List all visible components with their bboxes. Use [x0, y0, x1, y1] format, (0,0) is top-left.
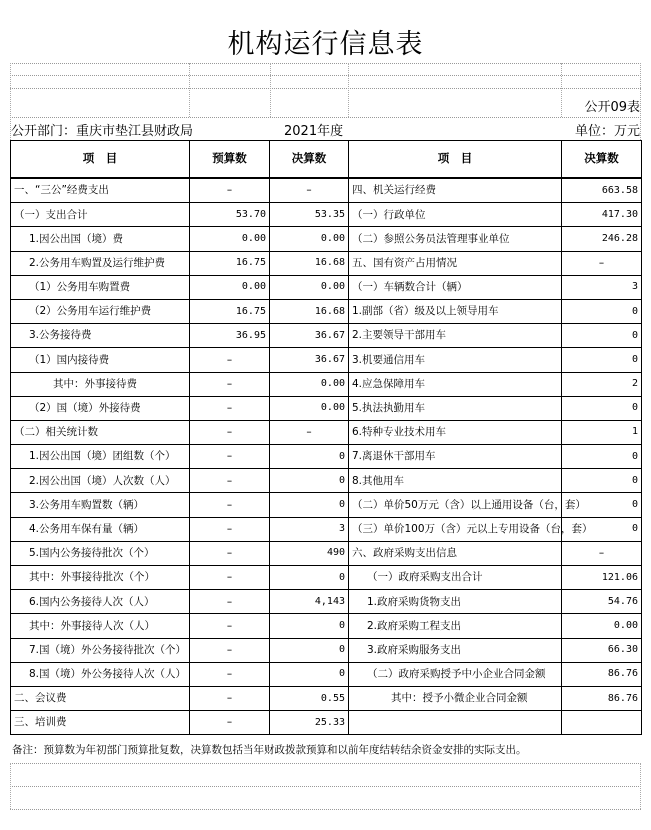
right-item: 六、政府采购支出信息 — [349, 541, 562, 565]
left-item: 3.公务用车购置数（辆） — [11, 493, 190, 517]
right-item: （二）政府采购授予中小企业合同金额 — [349, 662, 562, 686]
left-item: （1）国内接待费 — [11, 348, 190, 372]
table-row — [11, 590, 642, 614]
left-item: 2.因公出国（境）人次数（人） — [11, 469, 190, 493]
footnote: 备注：预算数为年初部门预算批复数，决算数包括当年财政拨款预算和以前年度结转结余资金安排的实际支出。 — [12, 744, 527, 756]
right-item: 7.离退休干部用车 — [349, 445, 562, 469]
grid-line — [10, 75, 641, 76]
table-row — [11, 396, 642, 420]
right-item: 五、国有资产占用情况 — [349, 251, 562, 275]
grid-line — [10, 763, 641, 764]
header-item: 项 目 — [11, 141, 190, 179]
final-value: 53.35 — [270, 203, 349, 227]
table-header — [11, 141, 642, 179]
right-final-value: 1 — [562, 420, 642, 444]
right-final-value: 0 — [562, 445, 642, 469]
table-row — [11, 614, 642, 638]
left-item: 3.公务接待费 — [11, 324, 190, 348]
table-row — [11, 686, 642, 710]
final-value: 0.00 — [270, 227, 349, 251]
page-title: 机构运行信息表 — [227, 29, 424, 60]
header-final: 决算数 — [270, 141, 349, 179]
final-value: 0 — [270, 566, 349, 590]
final-value: 0 — [270, 469, 349, 493]
budget-value: – — [190, 469, 270, 493]
final-value: 25.33 — [270, 711, 349, 735]
final-value: 16.68 — [270, 299, 349, 323]
right-final-value: 417.30 — [562, 203, 642, 227]
right-final-value: 663.58 — [562, 178, 642, 203]
right-final-value: 0 — [562, 299, 642, 323]
table-row — [11, 178, 642, 203]
header-final-right: 决算数 — [562, 141, 642, 179]
final-value: – — [270, 420, 349, 444]
right-item: 3.政府采购服务支出 — [349, 638, 562, 662]
right-final-value: 2 — [562, 372, 642, 396]
table-row — [11, 662, 642, 686]
right-item: 2.政府采购工程支出 — [349, 614, 562, 638]
left-item: （2）国（境）外接待费 — [11, 396, 190, 420]
right-item: （三）单价100万（含）元以上专用设备（台，套） — [349, 517, 562, 541]
table-row — [11, 299, 642, 323]
right-final-value: 246.28 — [562, 227, 642, 251]
budget-value: – — [190, 662, 270, 686]
budget-value: – — [190, 420, 270, 444]
left-item: 二、会议费 — [11, 686, 190, 710]
right-final-value: 0 — [562, 324, 642, 348]
final-value: 0 — [270, 493, 349, 517]
budget-value: 53.70 — [190, 203, 270, 227]
right-item: 3.机要通信用车 — [349, 348, 562, 372]
grid-line — [640, 763, 641, 809]
left-item: （1）公务用车购置费 — [11, 275, 190, 299]
left-item: （二）相关统计数 — [11, 420, 190, 444]
table-row — [11, 517, 642, 541]
table-row — [11, 469, 642, 493]
right-item: 其中：授予小微企业合同金额 — [349, 686, 562, 710]
right-final-value: – — [562, 541, 642, 565]
budget-value: – — [190, 566, 270, 590]
budget-value: 36.95 — [190, 324, 270, 348]
left-item: 6.国内公务接待人次（人） — [11, 590, 190, 614]
grid-line — [348, 63, 349, 117]
header-budget: 预算数 — [190, 141, 270, 179]
left-item: 其中：外事接待费 — [11, 372, 190, 396]
right-final-value: – — [562, 251, 642, 275]
info-table — [10, 140, 642, 735]
right-final-value: 86.76 — [562, 662, 642, 686]
final-value: 0.00 — [270, 372, 349, 396]
table-row — [11, 420, 642, 444]
table-row — [11, 203, 642, 227]
table-number: 公开09表 — [584, 100, 640, 115]
grid-line — [10, 63, 641, 64]
grid-line — [270, 63, 271, 117]
right-item: 4.应急保障用车 — [349, 372, 562, 396]
grid-line — [640, 63, 641, 140]
left-item: 其中：外事接待人次（人） — [11, 614, 190, 638]
right-final-value — [562, 711, 642, 735]
table-row — [11, 541, 642, 565]
right-final-value: 0 — [562, 517, 642, 541]
final-value: 0 — [270, 662, 349, 686]
final-value: 16.68 — [270, 251, 349, 275]
right-final-value: 0 — [562, 469, 642, 493]
budget-value: 0.00 — [190, 275, 270, 299]
left-item: （一）支出合计 — [11, 203, 190, 227]
left-item: 8.国（境）外公务接待人次（人） — [11, 662, 190, 686]
grid-line — [10, 763, 11, 809]
left-item: 5.国内公务接待批次（个） — [11, 541, 190, 565]
right-final-value: 0 — [562, 348, 642, 372]
budget-value: – — [190, 686, 270, 710]
table-row — [11, 348, 642, 372]
left-item: 1.因公出国（境）团组数（个） — [11, 445, 190, 469]
unit-label: 单位：万元 — [574, 124, 640, 139]
year-label: 2021年度 — [284, 124, 344, 139]
right-item: 1.副部（省）级及以上领导用车 — [349, 299, 562, 323]
final-value: – — [270, 178, 349, 203]
left-item: 2.公务用车购置及运行维护费 — [11, 251, 190, 275]
budget-value: – — [190, 493, 270, 517]
budget-value: – — [190, 445, 270, 469]
budget-value: – — [190, 178, 270, 203]
final-value: 4,143 — [270, 590, 349, 614]
right-item: （二）单价50万元（含）以上通用设备（台，套） — [349, 493, 562, 517]
budget-value: – — [190, 590, 270, 614]
right-final-value: 66.30 — [562, 638, 642, 662]
final-value: 0.00 — [270, 275, 349, 299]
right-item: 6.特种专业技术用车 — [349, 420, 562, 444]
final-value: 36.67 — [270, 324, 349, 348]
right-item — [349, 711, 562, 735]
final-value: 0.55 — [270, 686, 349, 710]
left-item: 1.因公出国（境）费 — [11, 227, 190, 251]
final-value: 0 — [270, 638, 349, 662]
left-item: 4.公务用车保有量（辆） — [11, 517, 190, 541]
right-final-value: 121.06 — [562, 566, 642, 590]
grid-line — [10, 809, 641, 810]
budget-value: – — [190, 348, 270, 372]
left-item: 其中：外事接待批次（个） — [11, 566, 190, 590]
final-value: 0 — [270, 445, 349, 469]
table-row — [11, 227, 642, 251]
final-value: 0.00 — [270, 396, 349, 420]
budget-value: – — [190, 711, 270, 735]
grid-line — [10, 786, 641, 787]
budget-value: 0.00 — [190, 227, 270, 251]
right-item: （一）行政单位 — [349, 203, 562, 227]
table-row — [11, 638, 642, 662]
right-item: （一）政府采购支出合计 — [349, 566, 562, 590]
table-row — [11, 324, 642, 348]
grid-line — [10, 117, 641, 118]
grid-line — [561, 63, 562, 117]
budget-value: – — [190, 372, 270, 396]
right-final-value: 3 — [562, 275, 642, 299]
right-final-value: 86.76 — [562, 686, 642, 710]
right-item: （一）车辆数合计（辆） — [349, 275, 562, 299]
department-label: 公开部门：重庆市垫江县财政局 — [11, 124, 194, 139]
table-row — [11, 372, 642, 396]
table-row — [11, 445, 642, 469]
budget-value: – — [190, 541, 270, 565]
left-item: 7.国（境）外公务接待批次（个） — [11, 638, 190, 662]
budget-value: 16.75 — [190, 251, 270, 275]
right-item: 1.政府采购货物支出 — [349, 590, 562, 614]
right-item: 四、机关运行经费 — [349, 178, 562, 203]
final-value: 0 — [270, 614, 349, 638]
right-item: （二）参照公务员法管理事业单位 — [349, 227, 562, 251]
left-item: 三、培训费 — [11, 711, 190, 735]
budget-value: – — [190, 638, 270, 662]
budget-value: – — [190, 614, 270, 638]
budget-value: 16.75 — [190, 299, 270, 323]
right-final-value: 0 — [562, 396, 642, 420]
final-value: 3 — [270, 517, 349, 541]
final-value: 36.67 — [270, 348, 349, 372]
right-item: 5.执法执勤用车 — [349, 396, 562, 420]
right-final-value: 0.00 — [562, 614, 642, 638]
right-item: 2.主要领导干部用车 — [349, 324, 562, 348]
header-item-right: 项 目 — [349, 141, 562, 179]
grid-line — [189, 63, 190, 117]
right-final-value: 0 — [562, 493, 642, 517]
final-value: 490 — [270, 541, 349, 565]
table-row — [11, 493, 642, 517]
grid-line — [10, 88, 641, 89]
table-row — [11, 711, 642, 735]
budget-value: – — [190, 396, 270, 420]
right-final-value: 54.76 — [562, 590, 642, 614]
budget-value: – — [190, 517, 270, 541]
table-row — [11, 251, 642, 275]
table-row — [11, 566, 642, 590]
table-row — [11, 275, 642, 299]
left-item: 一、“三公”经费支出 — [11, 178, 190, 203]
right-item: 8.其他用车 — [349, 469, 562, 493]
left-item: （2）公务用车运行维护费 — [11, 299, 190, 323]
